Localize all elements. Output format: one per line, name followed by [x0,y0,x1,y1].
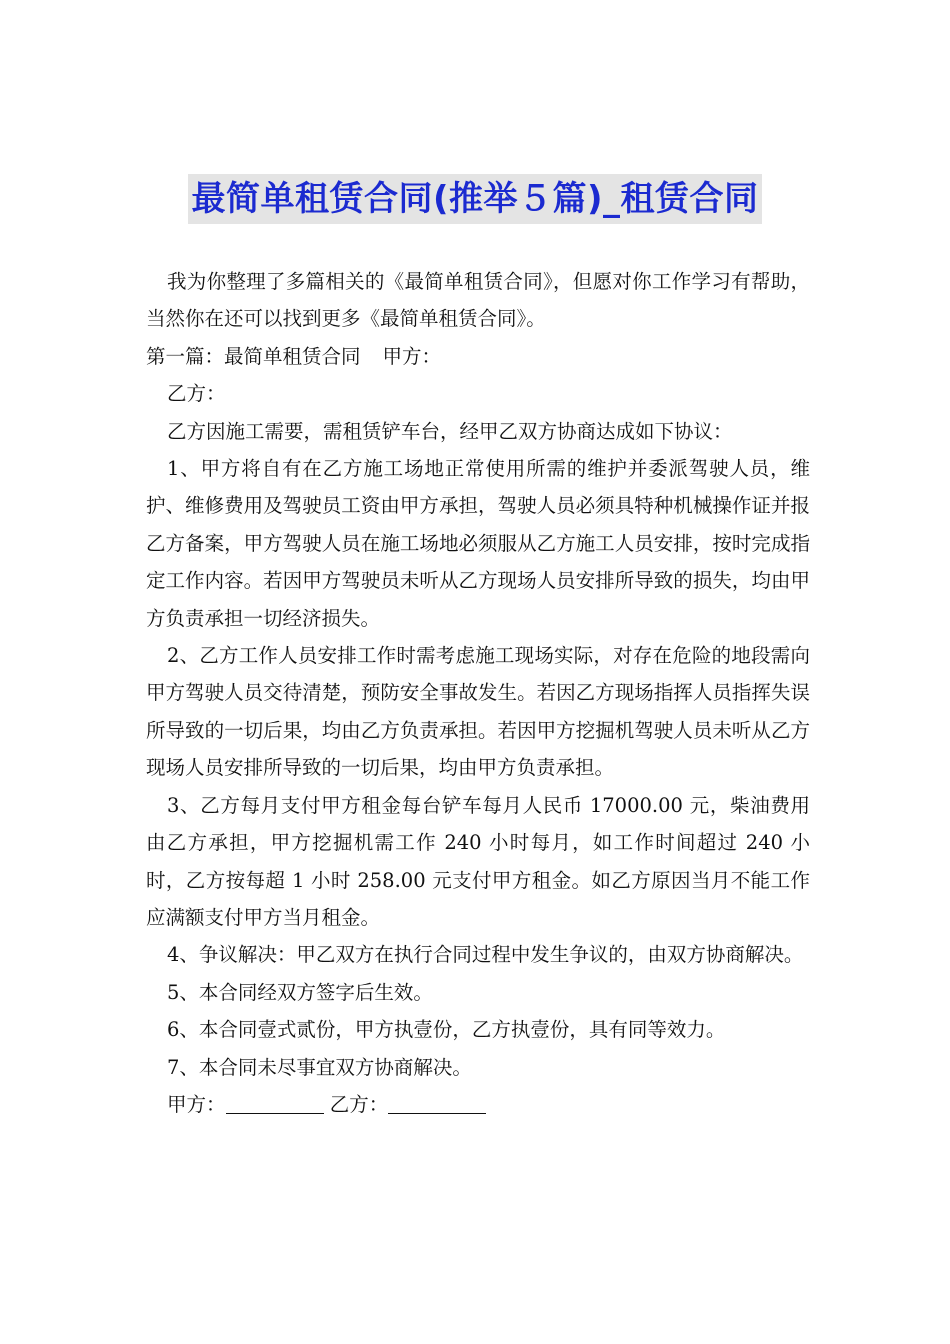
clause-6: 6、本合同壹式贰份，甲方执壹份，乙方执壹份，具有同等效力。 [167,1018,726,1042]
chapter-heading: 第一篇：最简单租赁合同 [146,344,361,368]
preamble-paragraph: 乙方因施工需要，需租赁铲车台，经甲乙双方协商达成如下协议： [167,419,733,443]
title-container [0,174,950,224]
clause-2: 2、乙方工作人员安排工作时需考虑施工现场实际，对存在危险的地段需向甲方驾驶人员交待清楚，预防安全事故发生。若因乙方现场指挥人员指挥失误所导致的一切后果，均由乙方负责承担。若因甲方挖掘机驾驶人员未听从乙方现场人员安排所导致的一切后果，均由甲方负责承担。 [146,644,810,780]
signature-b-blank [388,1091,486,1114]
signature-a-label: 甲方： [167,1092,226,1116]
clause-4: 4、争议解决：甲乙双方在执行合同过程中发生争议的，由双方协商解决。 [167,943,804,967]
document-body [146,263,810,1123]
clause-1: 1、甲方将自有在乙方施工场地正常使用所需的维护并委派驾驶人员，维护、维修费用及驾驶员工资由甲方承担，驾驶人员必须具特种机械操作证并报乙方备案，甲方驾驶人员在施工场地必须服从乙方施工人员安排，按时完成指定工作内容。若因甲方驾驶员未听从乙方现场人员安排所导致的损失，均由甲方负责承担一切经济损失。 [146,457,810,630]
document-title: 最简单租赁合同(推举５篇)_租赁合同 [188,174,761,224]
chapter-heading-line [146,338,810,375]
signature-a-blank [226,1091,324,1114]
clause-7: 7、本合同未尽事宜双方协商解决。 [167,1055,472,1079]
party-b-label: 乙方： [167,382,226,406]
party-a-label: 甲方： [382,344,442,368]
signature-b-label: 乙方： [329,1092,389,1116]
clause-5: 5、本合同经双方签字后生效。 [167,980,433,1004]
clause-3: 3、乙方每月支付甲方租金每台铲车每月人民币 17000.00 元，柴油费用由乙方承担，甲方挖掘机需工作 240 小时每月，如工作时间超过 240 小时，乙方按每超 1 小时 258.00 元支付甲方租金。如乙方原因当月不能工作应满额支付甲方当月租金。 [146,793,810,929]
signature-line [146,1086,810,1123]
intro-paragraph: 我为你整理了多篇相关的《最简单租赁合同》，但愿对你工作学习有帮助，当然你在还可以找到更多《最简单租赁合同》。 [146,270,810,331]
